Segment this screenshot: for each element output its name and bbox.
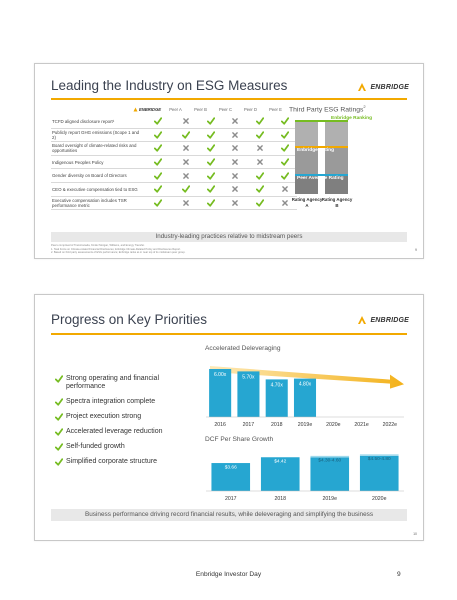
mark-cell <box>142 172 174 180</box>
dcf-chart <box>200 445 410 505</box>
cross-icon <box>183 145 189 151</box>
slide-priorities <box>34 294 424 541</box>
mark-cell <box>174 185 199 193</box>
header-peer-a: Peer A <box>169 107 182 112</box>
header-peer-e: Peer E <box>269 107 282 112</box>
check-icon <box>55 443 63 451</box>
esg-table-header <box>131 107 288 112</box>
tick-label: 2018 <box>274 496 287 502</box>
check-icon <box>207 117 215 125</box>
cross-icon <box>232 118 238 124</box>
table-row <box>51 129 297 143</box>
check-icon <box>154 172 162 180</box>
agency-label-b: Rating Agency B <box>321 197 353 208</box>
slide-banner: Industry-leading practices relative to midstream peers <box>51 232 407 242</box>
mark-cell <box>174 173 199 179</box>
tick-label: 2017 <box>224 496 237 502</box>
cross-icon <box>232 159 238 165</box>
cross-icon <box>183 200 189 206</box>
data-label: $4.50-4.80 <box>367 456 391 462</box>
slide-title: Progress on Key Priorities <box>51 312 208 327</box>
mark-cell <box>248 145 273 151</box>
tick-label: 2021e <box>354 422 369 428</box>
rating-bar-agency-a <box>295 120 318 194</box>
range-band <box>360 454 399 456</box>
table-row <box>51 142 297 156</box>
enbridge-logo-icon <box>357 82 367 92</box>
chart-title-dcf: DCF Per Share Growth <box>205 436 274 443</box>
mark-cell <box>223 145 248 151</box>
mark-cell <box>248 117 273 125</box>
check-icon <box>154 185 162 193</box>
mark-cell <box>174 118 199 124</box>
mark-cell <box>198 144 223 152</box>
table-row <box>51 169 297 183</box>
data-label: 4.80x <box>298 381 312 388</box>
slide-title: Leading the Industry on ESG Measures <box>51 78 288 93</box>
mark-cell <box>174 145 199 151</box>
tick-label: 2020e <box>326 422 341 428</box>
brand-name: ENBRIDGE <box>370 83 409 91</box>
list-item <box>55 443 197 451</box>
cross-icon <box>232 186 238 192</box>
cross-icon <box>183 118 189 124</box>
row-label: CEO & executive compensation tied to ESG <box>52 186 138 192</box>
cross-icon <box>282 200 288 206</box>
header-peer-c: Peer C <box>218 107 233 112</box>
check-icon <box>207 131 215 139</box>
rating-tag-enbridge: Enbridge Rating <box>297 148 335 153</box>
check-icon <box>207 172 215 180</box>
mark-cell <box>142 199 174 207</box>
row-label: Publicly report GHG emissions (Scope 1 and 2) <box>52 129 140 140</box>
row-label: Gender diversity on Board of Directors <box>52 173 127 179</box>
footnotes: Peers comprised of TransCanada, Kinder Morgan, Williams, and Energy Transfer. 1. Task Force on Climate-related Financial Disclosures; Enbridge Climate-Related Policy and Disclosures Report. 2. Based on third party assessments of ESG performance; Enbridge ranks at or near top of its midstream peer group. <box>51 244 186 255</box>
list-item <box>55 413 197 421</box>
rating-bar-agency-b <box>325 120 348 194</box>
check-icon <box>281 144 289 152</box>
mark-cell <box>248 159 273 165</box>
data-label: 6.00x <box>214 372 227 378</box>
mark-cell <box>223 118 248 124</box>
priorities-list <box>55 375 197 473</box>
title-divider <box>51 98 407 100</box>
check-icon <box>55 375 63 383</box>
priority-label: Self-funded growth <box>66 443 125 450</box>
document-page-number: 9 <box>397 571 401 578</box>
tick-label: 2017 <box>242 422 255 428</box>
rating-tag-peer-avg: Peer Average Rating <box>297 176 344 181</box>
slide-page-number: 9 <box>415 248 417 252</box>
table-row <box>51 156 297 170</box>
list-item <box>55 398 197 406</box>
check-icon <box>256 199 264 207</box>
check-icon <box>281 172 289 180</box>
check-icon <box>207 185 215 193</box>
check-icon <box>281 131 289 139</box>
row-label: TCFD aligned disclosure report¹ <box>52 118 115 124</box>
mark-cell <box>272 186 297 192</box>
check-icon <box>182 185 190 193</box>
chart-title-deleveraging: Accelerated Deleveraging <box>205 345 281 352</box>
list-item <box>55 428 197 436</box>
enbridge-logo <box>357 315 409 325</box>
enbridge-logo-icon <box>357 315 367 325</box>
check-icon <box>55 413 63 421</box>
mark-cell <box>142 144 174 152</box>
data-label: 4.70x <box>270 382 283 389</box>
tick-label: 2019e <box>322 496 337 502</box>
slide-banner: Business performance driving record financial results, while deleveraging and simplifying the business <box>51 509 407 521</box>
cross-icon <box>257 145 263 151</box>
cross-icon <box>232 132 238 138</box>
mark-cell <box>223 186 248 192</box>
tick-label: 2019e <box>297 422 313 428</box>
mark-cell <box>272 131 297 139</box>
mark-cell <box>142 131 174 139</box>
check-icon <box>154 117 162 125</box>
mark-cell <box>223 132 248 138</box>
tick-label: 2018 <box>270 422 283 428</box>
mark-cell <box>198 131 223 139</box>
row-label: Indigenous Peoples Policy <box>52 159 104 165</box>
data-label: 5.70x <box>242 374 255 381</box>
list-item <box>55 458 197 466</box>
mark-cell <box>174 159 199 165</box>
row-label: Executive compensation includes TSR performance metric <box>52 197 127 208</box>
check-icon <box>154 199 162 207</box>
data-label: $4.30-4.60 <box>318 458 342 464</box>
check-icon <box>207 199 215 207</box>
mark-cell <box>223 200 248 206</box>
mark-cell <box>174 131 199 139</box>
mark-cell <box>198 158 223 166</box>
check-icon <box>281 158 289 166</box>
ratings-title: Third Party ESG Ratings$^2$ <box>289 104 366 114</box>
cross-icon <box>232 173 238 179</box>
check-icon <box>256 117 264 125</box>
mark-cell <box>248 131 273 139</box>
table-row <box>51 115 297 129</box>
mark-cell <box>272 117 297 125</box>
check-icon <box>256 131 264 139</box>
check-icon <box>154 144 162 152</box>
data-label: $4.42 <box>274 459 287 465</box>
esg-table <box>51 115 297 210</box>
row-label: Board oversight of climate-related risks and opportunities <box>52 143 137 154</box>
title-divider <box>51 333 407 335</box>
cross-icon <box>232 145 238 151</box>
check-icon <box>182 131 190 139</box>
table-row <box>51 183 297 197</box>
mark-cell <box>248 185 273 193</box>
cross-icon <box>183 159 189 165</box>
tick-label: 2016 <box>214 422 226 428</box>
check-icon <box>154 158 162 166</box>
priority-label: Simplified corporate structure <box>66 458 158 465</box>
table-row <box>51 197 297 211</box>
mark-cell <box>248 199 273 207</box>
check-icon <box>55 398 63 406</box>
cross-icon <box>257 159 263 165</box>
mark-cell <box>198 199 223 207</box>
tick-label: 2020e <box>372 496 387 502</box>
priority-label: Strong operating and financial performance <box>66 375 160 390</box>
priority-label: Spectra integration complete <box>66 398 156 405</box>
mark-cell <box>198 172 223 180</box>
mark-cell <box>272 144 297 152</box>
agency-label-a: Rating Agency A <box>291 197 323 208</box>
slide-page-number: 10 <box>413 532 417 536</box>
mark-cell <box>142 185 174 193</box>
cross-icon <box>282 186 288 192</box>
mark-cell <box>142 117 174 125</box>
range-band <box>310 456 349 458</box>
mark-cell <box>198 185 223 193</box>
mark-cell <box>272 158 297 166</box>
priority-label: Project execution strong <box>66 413 142 420</box>
check-icon <box>55 428 63 436</box>
check-icon <box>256 185 264 193</box>
check-icon <box>256 172 264 180</box>
header-enbridge: ENBRIDGE <box>131 107 163 112</box>
brand-name: ENBRIDGE <box>370 316 409 324</box>
header-peer-d: Peer D <box>243 107 258 112</box>
deleveraging-chart <box>200 355 410 431</box>
check-icon <box>281 117 289 125</box>
mark-cell <box>142 158 174 166</box>
mark-cell <box>174 200 199 206</box>
check-icon <box>154 131 162 139</box>
list-item <box>55 375 197 391</box>
check-icon <box>207 144 215 152</box>
mark-cell <box>223 159 248 165</box>
mark-cell <box>223 173 248 179</box>
cross-icon <box>183 173 189 179</box>
tick-label: 2022e <box>382 422 398 428</box>
priority-label: Accelerated leverage reduction <box>66 428 163 435</box>
mark-cell <box>272 172 297 180</box>
enbridge-logo <box>357 82 409 92</box>
header-peer-b: Peer B <box>194 107 207 112</box>
check-icon <box>207 158 215 166</box>
mark-cell <box>248 172 273 180</box>
mark-cell <box>198 117 223 125</box>
data-label: $3.66 <box>224 465 237 471</box>
rating-tag-ranking: Enbridge Ranking <box>331 116 373 121</box>
document-footer: Enbridge Investor Day <box>195 571 262 578</box>
enbridge-small-icon <box>133 107 138 112</box>
check-icon <box>55 458 63 466</box>
cross-icon <box>232 200 238 206</box>
slide-esg <box>34 63 424 259</box>
